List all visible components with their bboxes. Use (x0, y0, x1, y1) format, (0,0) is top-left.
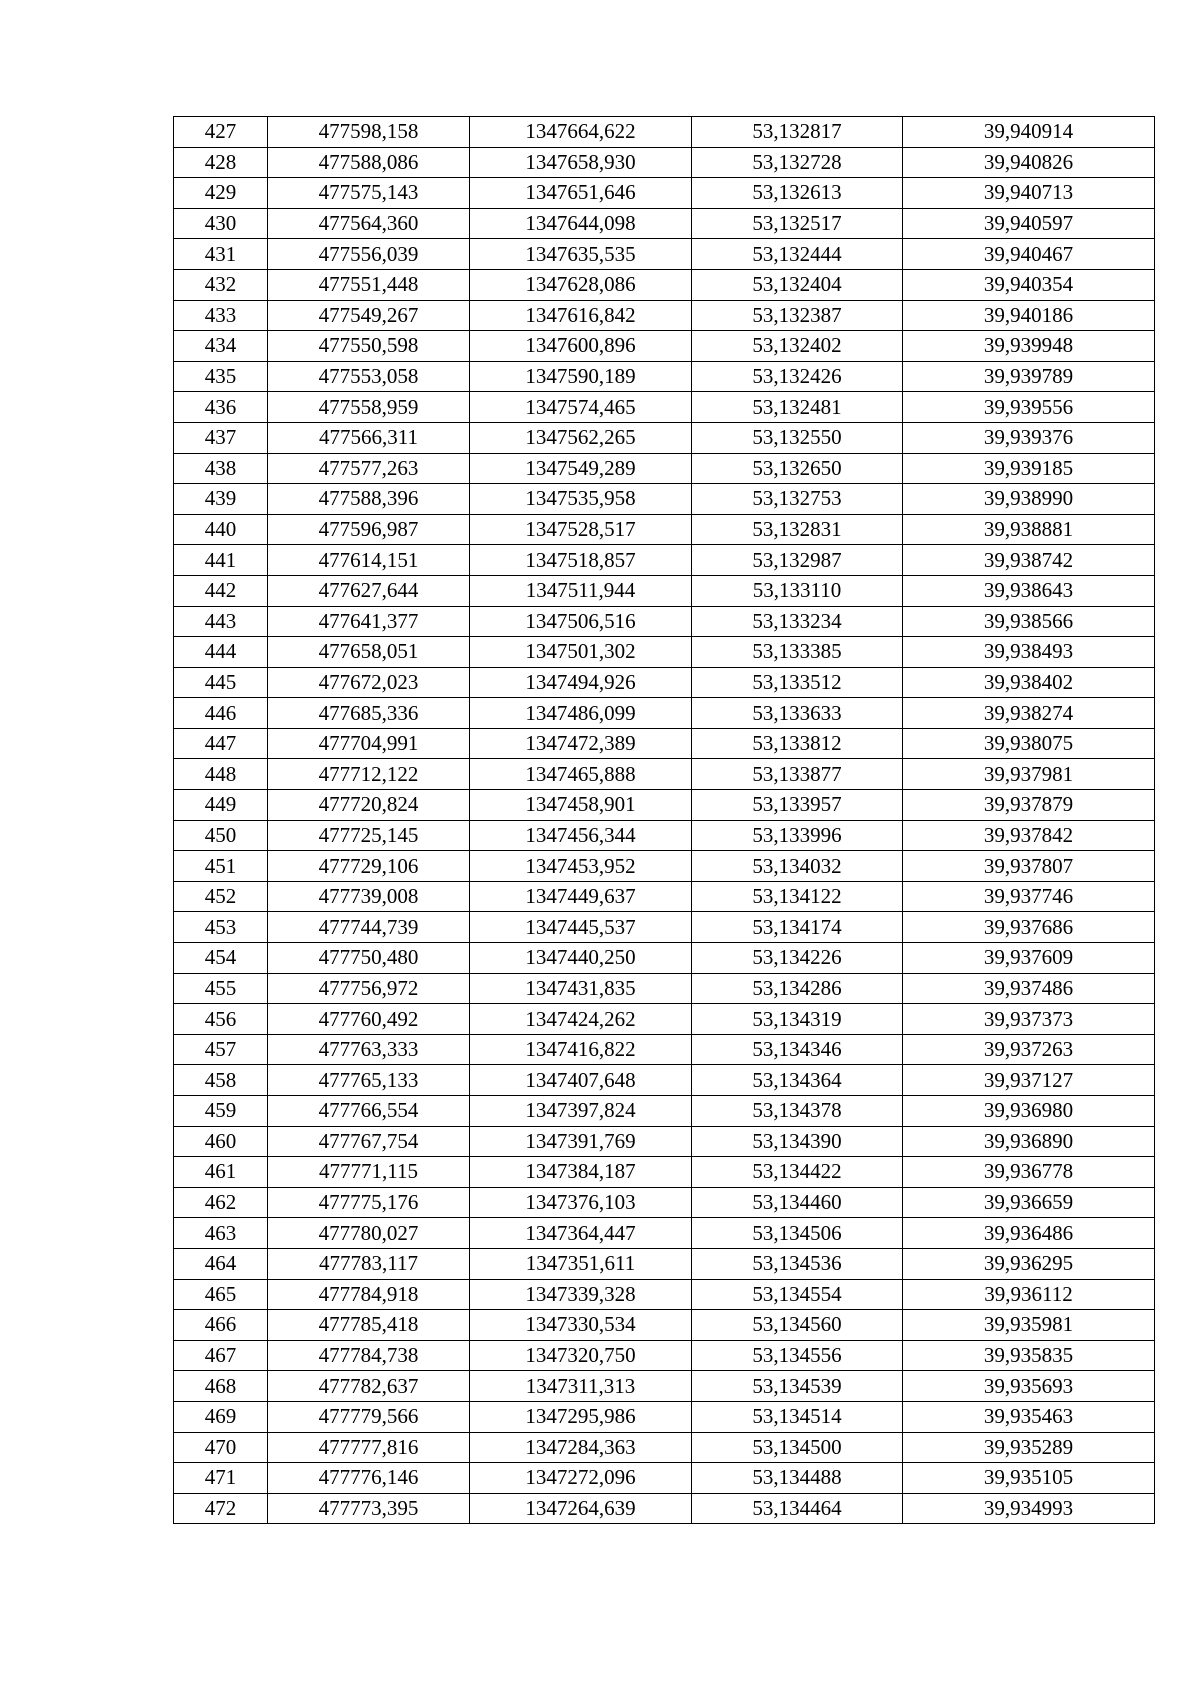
latitude-cell: 53,134539 (692, 1371, 903, 1402)
point-number-cell: 468 (174, 1371, 268, 1402)
longitude-cell: 39,938643 (903, 575, 1155, 606)
y-coordinate-cell: 1347506,516 (470, 606, 692, 637)
y-coordinate-cell: 1347472,389 (470, 728, 692, 759)
x-coordinate-cell: 477782,637 (268, 1371, 470, 1402)
x-coordinate-cell: 477549,267 (268, 300, 470, 331)
x-coordinate-cell: 477784,918 (268, 1279, 470, 1310)
x-coordinate-cell: 477566,311 (268, 422, 470, 453)
y-coordinate-cell: 1347664,622 (470, 117, 692, 148)
point-number-cell: 472 (174, 1493, 268, 1524)
point-number-cell: 429 (174, 178, 268, 209)
longitude-cell: 39,935835 (903, 1340, 1155, 1371)
table-row (174, 239, 1155, 270)
point-number-cell: 448 (174, 759, 268, 790)
x-coordinate-cell: 477763,333 (268, 1034, 470, 1065)
longitude-cell: 39,937609 (903, 943, 1155, 974)
table-row (174, 1279, 1155, 1310)
point-number-cell: 456 (174, 1004, 268, 1035)
coordinates-table (173, 116, 1155, 1524)
longitude-cell: 39,940467 (903, 239, 1155, 270)
longitude-cell: 39,940354 (903, 269, 1155, 300)
latitude-cell: 53,132404 (692, 269, 903, 300)
x-coordinate-cell: 477556,039 (268, 239, 470, 270)
point-number-cell: 447 (174, 728, 268, 759)
table-row (174, 667, 1155, 698)
table-row (174, 606, 1155, 637)
x-coordinate-cell: 477627,644 (268, 575, 470, 606)
x-coordinate-cell: 477776,146 (268, 1463, 470, 1494)
x-coordinate-cell: 477596,987 (268, 514, 470, 545)
table-row (174, 1157, 1155, 1188)
x-coordinate-cell: 477551,448 (268, 269, 470, 300)
latitude-cell: 53,134122 (692, 881, 903, 912)
longitude-cell: 39,937879 (903, 790, 1155, 821)
point-number-cell: 461 (174, 1157, 268, 1188)
longitude-cell: 39,935289 (903, 1432, 1155, 1463)
y-coordinate-cell: 1347600,896 (470, 331, 692, 362)
latitude-cell: 53,132613 (692, 178, 903, 209)
longitude-cell: 39,939789 (903, 361, 1155, 392)
point-number-cell: 463 (174, 1218, 268, 1249)
y-coordinate-cell: 1347431,835 (470, 973, 692, 1004)
longitude-cell: 39,937373 (903, 1004, 1155, 1035)
table-row (174, 422, 1155, 453)
table-row (174, 545, 1155, 576)
x-coordinate-cell: 477760,492 (268, 1004, 470, 1035)
latitude-cell: 53,133877 (692, 759, 903, 790)
x-coordinate-cell: 477780,027 (268, 1218, 470, 1249)
table-row (174, 851, 1155, 882)
table-row (174, 1340, 1155, 1371)
x-coordinate-cell: 477658,051 (268, 637, 470, 668)
point-number-cell: 439 (174, 484, 268, 515)
y-coordinate-cell: 1347330,534 (470, 1310, 692, 1341)
y-coordinate-cell: 1347384,187 (470, 1157, 692, 1188)
point-number-cell: 459 (174, 1096, 268, 1127)
table-row (174, 1248, 1155, 1279)
x-coordinate-cell: 477712,122 (268, 759, 470, 790)
table-row (174, 728, 1155, 759)
point-number-cell: 457 (174, 1034, 268, 1065)
longitude-cell: 39,936778 (903, 1157, 1155, 1188)
point-number-cell: 454 (174, 943, 268, 974)
x-coordinate-cell: 477564,360 (268, 208, 470, 239)
y-coordinate-cell: 1347486,099 (470, 698, 692, 729)
point-number-cell: 430 (174, 208, 268, 239)
point-number-cell: 458 (174, 1065, 268, 1096)
table-row (174, 484, 1155, 515)
point-number-cell: 449 (174, 790, 268, 821)
x-coordinate-cell: 477739,008 (268, 881, 470, 912)
y-coordinate-cell: 1347391,769 (470, 1126, 692, 1157)
x-coordinate-cell: 477785,418 (268, 1310, 470, 1341)
point-number-cell: 452 (174, 881, 268, 912)
y-coordinate-cell: 1347397,824 (470, 1096, 692, 1127)
latitude-cell: 53,134554 (692, 1279, 903, 1310)
longitude-cell: 39,935981 (903, 1310, 1155, 1341)
x-coordinate-cell: 477729,106 (268, 851, 470, 882)
latitude-cell: 53,133957 (692, 790, 903, 821)
longitude-cell: 39,939376 (903, 422, 1155, 453)
x-coordinate-cell: 477777,816 (268, 1432, 470, 1463)
y-coordinate-cell: 1347456,344 (470, 820, 692, 851)
point-number-cell: 443 (174, 606, 268, 637)
x-coordinate-cell: 477558,959 (268, 392, 470, 423)
y-coordinate-cell: 1347494,926 (470, 667, 692, 698)
table-row (174, 1187, 1155, 1218)
x-coordinate-cell: 477779,566 (268, 1401, 470, 1432)
longitude-cell: 39,937686 (903, 912, 1155, 943)
table-row (174, 331, 1155, 362)
latitude-cell: 53,134032 (692, 851, 903, 882)
y-coordinate-cell: 1347549,289 (470, 453, 692, 484)
table-row (174, 300, 1155, 331)
y-coordinate-cell: 1347320,750 (470, 1340, 692, 1371)
longitude-cell: 39,939556 (903, 392, 1155, 423)
x-coordinate-cell: 477744,739 (268, 912, 470, 943)
table-row (174, 1432, 1155, 1463)
table-row (174, 453, 1155, 484)
x-coordinate-cell: 477783,117 (268, 1248, 470, 1279)
table-row (174, 698, 1155, 729)
latitude-cell: 53,134500 (692, 1432, 903, 1463)
x-coordinate-cell: 477588,396 (268, 484, 470, 515)
table-row (174, 1371, 1155, 1402)
longitude-cell: 39,935693 (903, 1371, 1155, 1402)
x-coordinate-cell: 477704,991 (268, 728, 470, 759)
x-coordinate-cell: 477773,395 (268, 1493, 470, 1524)
y-coordinate-cell: 1347364,447 (470, 1218, 692, 1249)
table-row (174, 1004, 1155, 1035)
latitude-cell: 53,134422 (692, 1157, 903, 1188)
latitude-cell: 53,133110 (692, 575, 903, 606)
longitude-cell: 39,940713 (903, 178, 1155, 209)
longitude-cell: 39,936295 (903, 1248, 1155, 1279)
x-coordinate-cell: 477775,176 (268, 1187, 470, 1218)
table-row (174, 1096, 1155, 1127)
latitude-cell: 53,133633 (692, 698, 903, 729)
y-coordinate-cell: 1347511,944 (470, 575, 692, 606)
table-row (174, 1310, 1155, 1341)
point-number-cell: 464 (174, 1248, 268, 1279)
x-coordinate-cell: 477750,480 (268, 943, 470, 974)
point-number-cell: 433 (174, 300, 268, 331)
longitude-cell: 39,936112 (903, 1279, 1155, 1310)
latitude-cell: 53,134464 (692, 1493, 903, 1524)
x-coordinate-cell: 477577,263 (268, 453, 470, 484)
longitude-cell: 39,940597 (903, 208, 1155, 239)
coordinates-table-body (174, 117, 1155, 1524)
latitude-cell: 53,134536 (692, 1248, 903, 1279)
point-number-cell: 436 (174, 392, 268, 423)
table-row (174, 392, 1155, 423)
longitude-cell: 39,935105 (903, 1463, 1155, 1494)
y-coordinate-cell: 1347574,465 (470, 392, 692, 423)
y-coordinate-cell: 1347518,857 (470, 545, 692, 576)
table-row (174, 1034, 1155, 1065)
point-number-cell: 438 (174, 453, 268, 484)
y-coordinate-cell: 1347528,517 (470, 514, 692, 545)
point-number-cell: 432 (174, 269, 268, 300)
table-row (174, 1401, 1155, 1432)
latitude-cell: 53,132817 (692, 117, 903, 148)
y-coordinate-cell: 1347616,842 (470, 300, 692, 331)
longitude-cell: 39,939948 (903, 331, 1155, 362)
table-row (174, 514, 1155, 545)
longitude-cell: 39,937127 (903, 1065, 1155, 1096)
x-coordinate-cell: 477766,554 (268, 1096, 470, 1127)
longitude-cell: 39,938402 (903, 667, 1155, 698)
longitude-cell: 39,938566 (903, 606, 1155, 637)
y-coordinate-cell: 1347440,250 (470, 943, 692, 974)
longitude-cell: 39,937981 (903, 759, 1155, 790)
latitude-cell: 53,132426 (692, 361, 903, 392)
latitude-cell: 53,133234 (692, 606, 903, 637)
y-coordinate-cell: 1347416,822 (470, 1034, 692, 1065)
point-number-cell: 434 (174, 331, 268, 362)
table-row (174, 361, 1155, 392)
latitude-cell: 53,134364 (692, 1065, 903, 1096)
table-row (174, 759, 1155, 790)
latitude-cell: 53,134286 (692, 973, 903, 1004)
x-coordinate-cell: 477771,115 (268, 1157, 470, 1188)
table-row (174, 117, 1155, 148)
y-coordinate-cell: 1347295,986 (470, 1401, 692, 1432)
point-number-cell: 467 (174, 1340, 268, 1371)
table-row (174, 912, 1155, 943)
latitude-cell: 53,132402 (692, 331, 903, 362)
x-coordinate-cell: 477756,972 (268, 973, 470, 1004)
y-coordinate-cell: 1347644,098 (470, 208, 692, 239)
point-number-cell: 450 (174, 820, 268, 851)
longitude-cell: 39,936980 (903, 1096, 1155, 1127)
table-row (174, 973, 1155, 1004)
table-row (174, 269, 1155, 300)
point-number-cell: 462 (174, 1187, 268, 1218)
table-row (174, 1218, 1155, 1249)
longitude-cell: 39,938881 (903, 514, 1155, 545)
latitude-cell: 53,132650 (692, 453, 903, 484)
point-number-cell: 451 (174, 851, 268, 882)
table-row (174, 1493, 1155, 1524)
point-number-cell: 441 (174, 545, 268, 576)
point-number-cell: 470 (174, 1432, 268, 1463)
point-number-cell: 471 (174, 1463, 268, 1494)
y-coordinate-cell: 1347465,888 (470, 759, 692, 790)
x-coordinate-cell: 477672,023 (268, 667, 470, 698)
y-coordinate-cell: 1347272,096 (470, 1463, 692, 1494)
table-row (174, 147, 1155, 178)
x-coordinate-cell: 477553,058 (268, 361, 470, 392)
latitude-cell: 53,132481 (692, 392, 903, 423)
latitude-cell: 53,134174 (692, 912, 903, 943)
latitude-cell: 53,132753 (692, 484, 903, 515)
latitude-cell: 53,134506 (692, 1218, 903, 1249)
point-number-cell: 435 (174, 361, 268, 392)
latitude-cell: 53,134390 (692, 1126, 903, 1157)
point-number-cell: 440 (174, 514, 268, 545)
point-number-cell: 460 (174, 1126, 268, 1157)
longitude-cell: 39,938493 (903, 637, 1155, 668)
latitude-cell: 53,134226 (692, 943, 903, 974)
table-row (174, 1463, 1155, 1494)
point-number-cell: 427 (174, 117, 268, 148)
y-coordinate-cell: 1347339,328 (470, 1279, 692, 1310)
latitude-cell: 53,134460 (692, 1187, 903, 1218)
x-coordinate-cell: 477720,824 (268, 790, 470, 821)
y-coordinate-cell: 1347453,952 (470, 851, 692, 882)
y-coordinate-cell: 1347449,637 (470, 881, 692, 912)
y-coordinate-cell: 1347658,930 (470, 147, 692, 178)
longitude-cell: 39,937486 (903, 973, 1155, 1004)
y-coordinate-cell: 1347501,302 (470, 637, 692, 668)
x-coordinate-cell: 477767,754 (268, 1126, 470, 1157)
table-row (174, 881, 1155, 912)
latitude-cell: 53,134488 (692, 1463, 903, 1494)
latitude-cell: 53,132987 (692, 545, 903, 576)
latitude-cell: 53,132550 (692, 422, 903, 453)
latitude-cell: 53,133385 (692, 637, 903, 668)
longitude-cell: 39,940826 (903, 147, 1155, 178)
x-coordinate-cell: 477550,598 (268, 331, 470, 362)
point-number-cell: 469 (174, 1401, 268, 1432)
point-number-cell: 444 (174, 637, 268, 668)
latitude-cell: 53,132728 (692, 147, 903, 178)
latitude-cell: 53,134514 (692, 1401, 903, 1432)
x-coordinate-cell: 477641,377 (268, 606, 470, 637)
longitude-cell: 39,937263 (903, 1034, 1155, 1065)
point-number-cell: 437 (174, 422, 268, 453)
table-row (174, 820, 1155, 851)
latitude-cell: 53,132831 (692, 514, 903, 545)
y-coordinate-cell: 1347590,189 (470, 361, 692, 392)
latitude-cell: 53,134556 (692, 1340, 903, 1371)
point-number-cell: 466 (174, 1310, 268, 1341)
longitude-cell: 39,936486 (903, 1218, 1155, 1249)
table-row (174, 208, 1155, 239)
latitude-cell: 53,133812 (692, 728, 903, 759)
longitude-cell: 39,939185 (903, 453, 1155, 484)
longitude-cell: 39,938075 (903, 728, 1155, 759)
latitude-cell: 53,134378 (692, 1096, 903, 1127)
point-number-cell: 442 (174, 575, 268, 606)
latitude-cell: 53,132517 (692, 208, 903, 239)
x-coordinate-cell: 477588,086 (268, 147, 470, 178)
table-row (174, 637, 1155, 668)
table-row (174, 575, 1155, 606)
y-coordinate-cell: 1347651,646 (470, 178, 692, 209)
latitude-cell: 53,134560 (692, 1310, 903, 1341)
longitude-cell: 39,934993 (903, 1493, 1155, 1524)
point-number-cell: 428 (174, 147, 268, 178)
longitude-cell: 39,937746 (903, 881, 1155, 912)
latitude-cell: 53,134319 (692, 1004, 903, 1035)
longitude-cell: 39,937807 (903, 851, 1155, 882)
point-number-cell: 453 (174, 912, 268, 943)
point-number-cell: 446 (174, 698, 268, 729)
y-coordinate-cell: 1347376,103 (470, 1187, 692, 1218)
latitude-cell: 53,133996 (692, 820, 903, 851)
longitude-cell: 39,937842 (903, 820, 1155, 851)
y-coordinate-cell: 1347445,537 (470, 912, 692, 943)
y-coordinate-cell: 1347535,958 (470, 484, 692, 515)
y-coordinate-cell: 1347562,265 (470, 422, 692, 453)
point-number-cell: 455 (174, 973, 268, 1004)
table-row (174, 178, 1155, 209)
x-coordinate-cell: 477784,738 (268, 1340, 470, 1371)
y-coordinate-cell: 1347351,611 (470, 1248, 692, 1279)
longitude-cell: 39,938990 (903, 484, 1155, 515)
x-coordinate-cell: 477575,143 (268, 178, 470, 209)
y-coordinate-cell: 1347311,313 (470, 1371, 692, 1402)
x-coordinate-cell: 477614,151 (268, 545, 470, 576)
latitude-cell: 53,132444 (692, 239, 903, 270)
y-coordinate-cell: 1347458,901 (470, 790, 692, 821)
x-coordinate-cell: 477685,336 (268, 698, 470, 729)
longitude-cell: 39,935463 (903, 1401, 1155, 1432)
y-coordinate-cell: 1347264,639 (470, 1493, 692, 1524)
y-coordinate-cell: 1347284,363 (470, 1432, 692, 1463)
point-number-cell: 465 (174, 1279, 268, 1310)
table-row (174, 1126, 1155, 1157)
latitude-cell: 53,133512 (692, 667, 903, 698)
longitude-cell: 39,940914 (903, 117, 1155, 148)
x-coordinate-cell: 477725,145 (268, 820, 470, 851)
longitude-cell: 39,938274 (903, 698, 1155, 729)
point-number-cell: 431 (174, 239, 268, 270)
table-row (174, 1065, 1155, 1096)
latitude-cell: 53,132387 (692, 300, 903, 331)
y-coordinate-cell: 1347424,262 (470, 1004, 692, 1035)
longitude-cell: 39,936890 (903, 1126, 1155, 1157)
y-coordinate-cell: 1347407,648 (470, 1065, 692, 1096)
table-row (174, 943, 1155, 974)
longitude-cell: 39,936659 (903, 1187, 1155, 1218)
y-coordinate-cell: 1347628,086 (470, 269, 692, 300)
latitude-cell: 53,134346 (692, 1034, 903, 1065)
longitude-cell: 39,938742 (903, 545, 1155, 576)
table-row (174, 790, 1155, 821)
longitude-cell: 39,940186 (903, 300, 1155, 331)
x-coordinate-cell: 477765,133 (268, 1065, 470, 1096)
y-coordinate-cell: 1347635,535 (470, 239, 692, 270)
x-coordinate-cell: 477598,158 (268, 117, 470, 148)
point-number-cell: 445 (174, 667, 268, 698)
